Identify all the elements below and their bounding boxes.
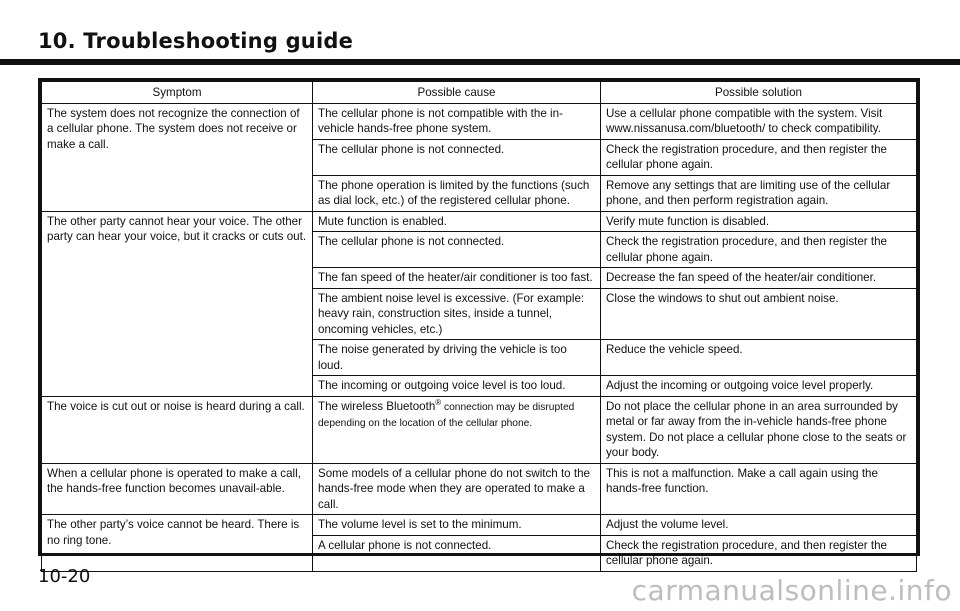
table-row (42, 396, 917, 463)
solution-cell: Do not place the cellular phone in an area surrounded by metal or far away from the in-vehicle hands-free phone system. Do not place a cellular phone close to the seats or your body. (601, 396, 917, 463)
cause-cell: The cellular phone is not compatible with the in-vehicle hands-free phone system. (313, 103, 601, 139)
cause-text: The wireless Bluetooth (318, 399, 436, 413)
solution-cell: Check the registration procedure, and then register the cellular phone again. (601, 232, 917, 268)
cause-cell: Some models of a cellular phone do not switch to the hands-free mode when they are operated to make a call. (313, 463, 601, 515)
solution-cell: Use a cellular phone compatible with the system. Visit www.nissanusa.com/bluetooth/ to check compatibility. (601, 103, 917, 139)
cause-cell: The incoming or outgoing voice level is too loud. (313, 376, 601, 397)
cause-cell: The phone operation is limited by the functions (such as dial lock, etc.) of the registered cellular phone. (313, 175, 601, 211)
solution-cell: Check the registration procedure, and then register the cellular phone again. (601, 139, 917, 175)
symptom-cell: The system does not recognize the connection of a cellular phone. The system does not receive or make a call. (42, 103, 313, 211)
troubleshooting-table-frame (38, 78, 920, 567)
header-possible-cause: Possible cause (313, 82, 601, 104)
table-row (42, 463, 917, 515)
symptom-cell: The other party’s voice cannot be heard. There is no ring tone. (42, 515, 313, 572)
solution-cell: Adjust the volume level. (601, 515, 917, 536)
header-possible-solution: Possible solution (601, 82, 917, 104)
page-title: 10. Troubleshooting guide (38, 29, 354, 53)
solution-cell: Check the registration procedure, and then register the cellular phone again. (601, 535, 917, 571)
table-row (42, 211, 917, 232)
cause-cell: The cellular phone is not connected. (313, 232, 601, 268)
table-row (42, 515, 917, 536)
troubleshooting-table (41, 81, 917, 572)
symptom-cell: The other party cannot hear your voice. The other party can hear your voice, but it cracks or cuts out. (42, 211, 313, 396)
solution-cell: Reduce the vehicle speed. (601, 340, 917, 376)
solution-cell: Adjust the incoming or outgoing voice level properly. (601, 376, 917, 397)
solution-cell: This is not a malfunction. Make a call again using the hands-free function. (601, 463, 917, 515)
solution-cell: Decrease the fan speed of the heater/air conditioner. (601, 268, 917, 289)
cause-cell: The ambient noise level is excessive. (For example: heavy rain, construction sites, inside a tunnel, oncoming vehicles, etc.) (313, 288, 601, 340)
solution-cell: Close the windows to shut out ambient noise. (601, 288, 917, 340)
symptom-cell: When a cellular phone is operated to make a call, the hands-free function becomes unavail-able. (42, 463, 313, 515)
cause-cell (313, 396, 601, 463)
page-number: 10-20 (38, 566, 91, 587)
watermark-text: carmanualsonline.info (631, 574, 952, 607)
cause-small-text: connection may be disrupted depending on the location of the cellular phone. (318, 401, 575, 429)
cause-cell: The noise generated by driving the vehicle is too loud. (313, 340, 601, 376)
registered-mark: ® (435, 397, 442, 407)
solution-cell: Verify mute function is disabled. (601, 211, 917, 232)
header-rule (0, 59, 960, 65)
symptom-cell: The voice is cut out or noise is heard during a call. (42, 396, 313, 463)
header-symptom: Symptom (42, 82, 313, 104)
table-header-row (42, 82, 917, 104)
cause-cell: Mute function is enabled. (313, 211, 601, 232)
cause-cell: The cellular phone is not connected. (313, 139, 601, 175)
cause-cell: The volume level is set to the minimum. (313, 515, 601, 536)
cause-cell: A cellular phone is not connected. (313, 535, 601, 571)
solution-cell: Remove any settings that are limiting use of the cellular phone, and then perform registration again. (601, 175, 917, 211)
cause-cell: The fan speed of the heater/air conditioner is too fast. (313, 268, 601, 289)
table-row (42, 103, 917, 139)
